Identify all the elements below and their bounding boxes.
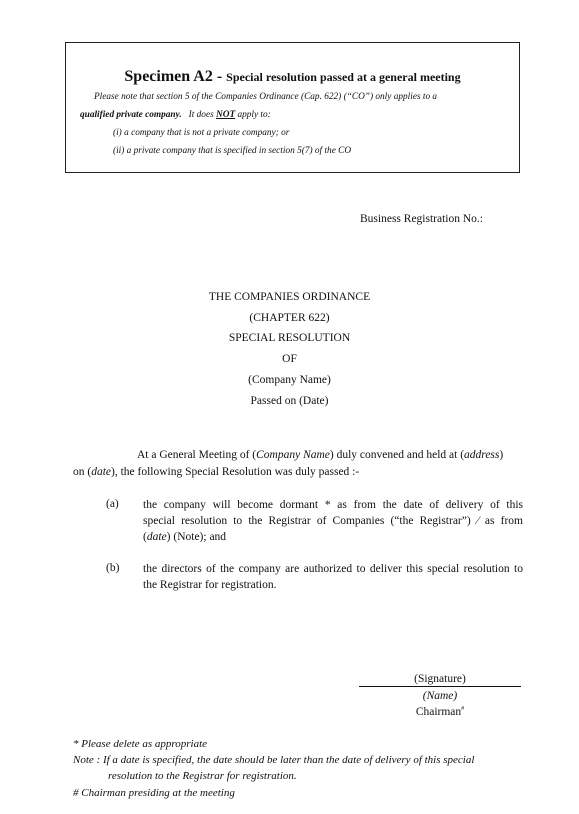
notice-item-ii: (ii) a private company that is specified in section 5(7) of the CO: [113, 146, 352, 156]
notice-apply-text: apply to:: [237, 110, 271, 120]
heading-of: OF: [282, 353, 297, 365]
heading-passed-on: Passed on (Date): [250, 395, 329, 407]
item-a-text-part: (: [143, 531, 147, 543]
item-b-label: (b): [106, 562, 120, 574]
heading-special-resolution: SPECIAL RESOLUTION: [228, 332, 351, 344]
intro-text: ) duly convened and held at (: [329, 449, 465, 461]
notice-line-1: Please note that section 5 of the Companies Ordinance (Cap. 622) (“CO”) only applies to a: [94, 92, 438, 102]
heading-ordinance: THE COMPANIES ORDINANCE: [208, 291, 371, 303]
item-a-date-placeholder: date: [146, 531, 167, 543]
intro-text: ), the following Special Resolution was duly passed :-: [111, 466, 360, 478]
notice-line-2: [80, 110, 271, 120]
notice-not-text: NOT: [216, 110, 236, 120]
name-placeholder: (Name): [422, 690, 458, 702]
business-registration-label: Business Registration No.:: [360, 213, 483, 225]
item-b-text: [143, 561, 523, 593]
notice-box: [65, 42, 520, 173]
item-a-label: (a): [106, 498, 119, 510]
name-label: [359, 690, 521, 702]
item-a-line-2: special resolution to the Registrar of Companies (“the Registrar”) ⁄ as from: [143, 515, 523, 527]
chairman-footnote-mark: #: [461, 706, 465, 712]
notice-qualified-text: qualified private company.: [80, 110, 182, 120]
item-a-text-part: ) (Note); and: [166, 531, 227, 543]
item-b-line-2: the Registrar for registration.: [143, 579, 277, 591]
specimen-title-dash: -: [216, 68, 223, 85]
signature-line: [359, 686, 521, 687]
intro-date-placeholder: date: [91, 466, 112, 478]
item-a-line-1: the company will become dormant * as from the date of delivery of this: [143, 499, 523, 511]
chairman-label: [359, 706, 521, 718]
footnote-note-line-2: resolution to the Registrar for registration.: [108, 770, 297, 782]
heading-chapter: (CHAPTER 622): [249, 312, 330, 324]
specimen-title: [66, 68, 519, 86]
intro-text: ): [499, 449, 504, 461]
intro-text: on (: [73, 466, 92, 478]
intro-text: At a General Meeting of (: [137, 449, 257, 461]
heading-company-name: (Company Name): [248, 374, 331, 386]
notice-does-text: It does: [188, 110, 214, 120]
item-a-text: [143, 497, 523, 545]
signature-label: (Signature): [414, 673, 466, 685]
footnote-delete: * Please delete as appropriate: [73, 738, 208, 750]
intro-company-placeholder: Company Name: [256, 449, 330, 461]
specimen-title-sub: Special resolution passed at a general meeting: [226, 70, 461, 84]
intro-line-1: [137, 449, 503, 461]
footnote-chairman: # Chairman presiding at the meeting: [73, 787, 235, 799]
footnote-note-line-1: Note : If a date is specified, the date should be later than the date of delivery of this special: [73, 754, 475, 766]
notice-item-i: (i) a company that is not a private company; or: [113, 128, 290, 138]
chairman-text: Chairman: [415, 706, 462, 718]
specimen-title-main: Specimen A2: [124, 68, 213, 85]
intro-address-placeholder: address: [464, 449, 500, 461]
item-a-line-3: [143, 529, 523, 545]
intro-line-2: [73, 466, 359, 478]
item-b-line-1: the directors of the company are authorized to deliver this special resolution to: [143, 563, 523, 575]
